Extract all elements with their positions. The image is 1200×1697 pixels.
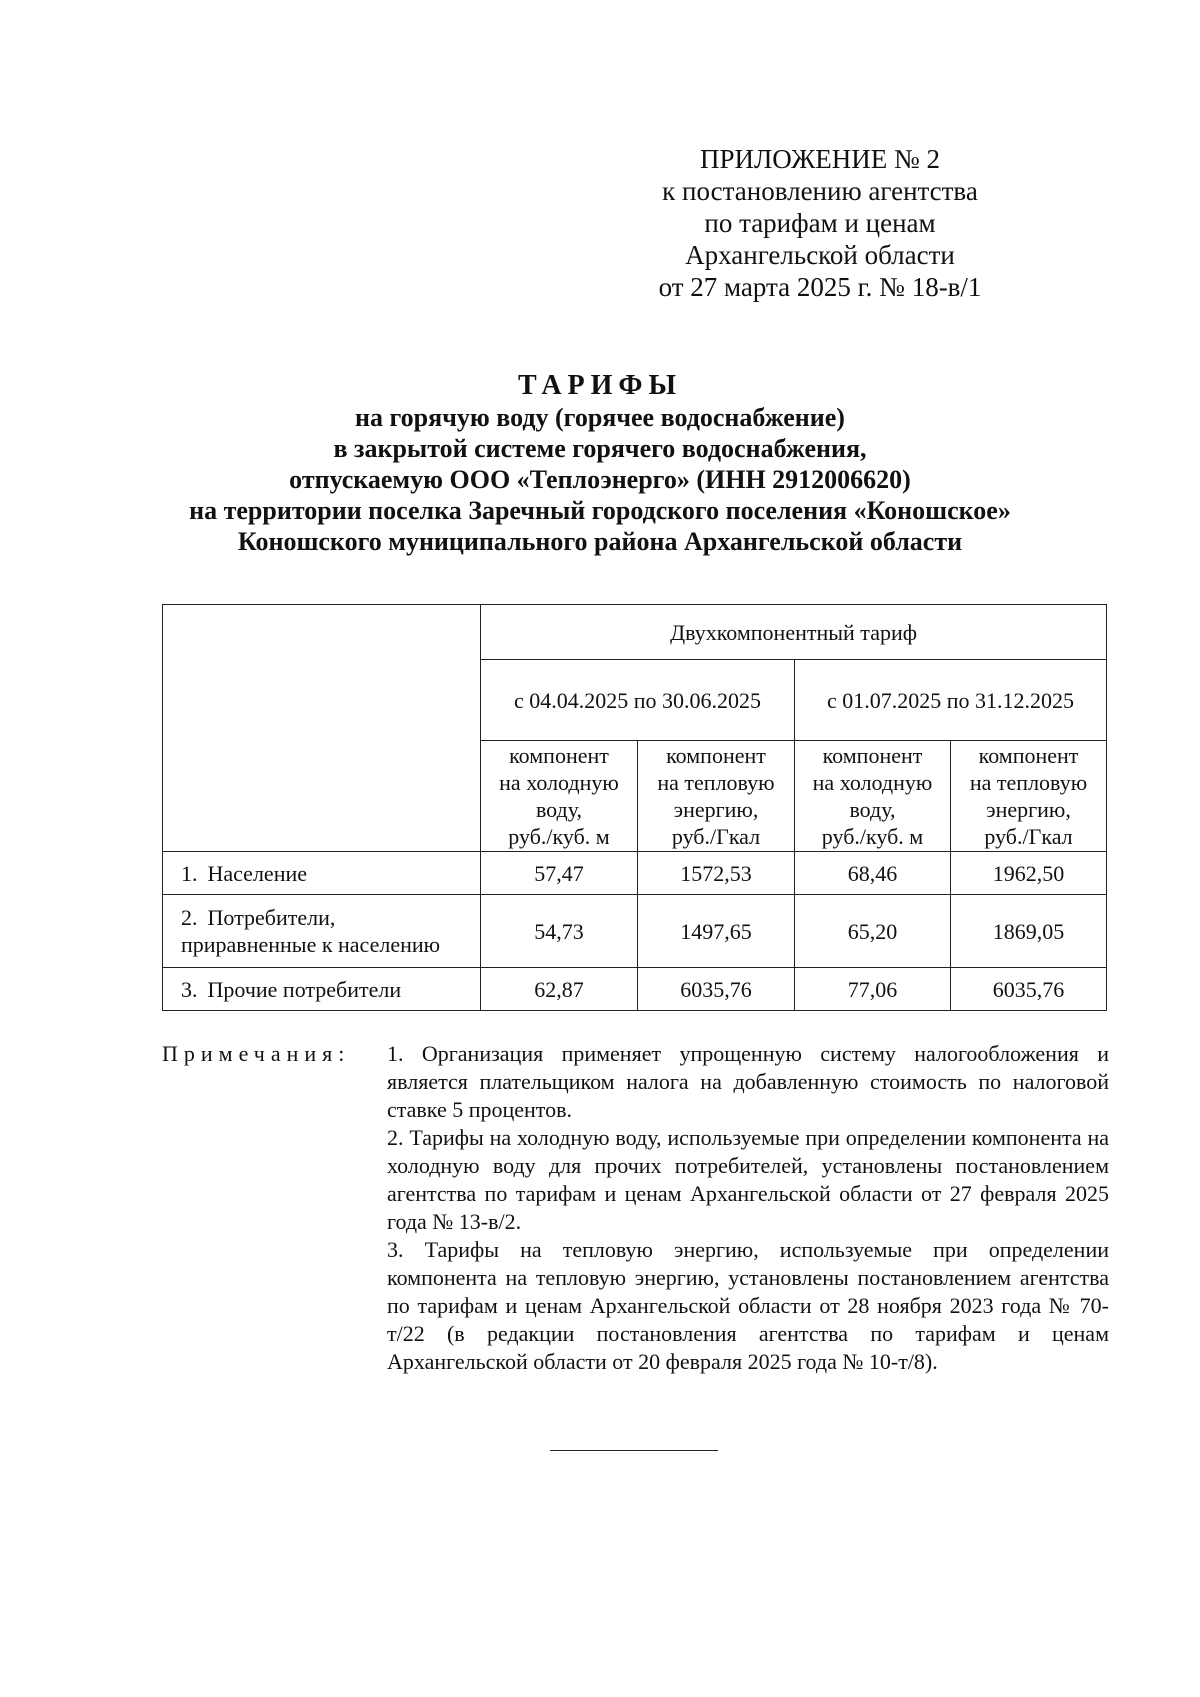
table-cell: 1962,50 bbox=[951, 852, 1107, 895]
table-row bbox=[163, 968, 1107, 1011]
row-category bbox=[163, 968, 481, 1011]
note-item: 3. Тарифы на тепловую энергию, используемые при определении компонента на тепловую энергию, установлены постановлением агентства по тарифам и ценам Архангельской области от 28 ноября 2023 года № 70-т/22 (в редакции постановления агентства по тарифам и ценам Архангельской области от 20 февраля 2025 года № 10-т/8). bbox=[387, 1237, 1109, 1374]
component-header-line: компонент bbox=[978, 743, 1079, 768]
appendix-line: по тарифам и ценам bbox=[704, 208, 936, 238]
row-number: 2. bbox=[181, 905, 198, 930]
table-row bbox=[163, 852, 1107, 895]
appendix-header bbox=[650, 143, 990, 303]
row-label: Прочие потребители bbox=[207, 976, 402, 1002]
table-header-row bbox=[163, 605, 1107, 660]
document-title bbox=[100, 370, 1100, 557]
component-header-line: на холодную bbox=[812, 770, 933, 795]
title-line: в закрытой системе горячего водоснабжения, bbox=[333, 434, 867, 463]
tariff-type-header: Двухкомпонентный тариф bbox=[481, 605, 1107, 660]
component-header bbox=[481, 741, 638, 852]
title-line: отпускаемую ООО «Теплоэнерго» (ИНН 2912006620) bbox=[289, 465, 911, 494]
table-cell: 65,20 bbox=[795, 895, 951, 968]
note-item: 1. Организация применяет упрощенную систему налогообложения и является плательщиком налога на добавленную стоимость по налоговой ставке 5 процентов. bbox=[387, 1041, 1109, 1122]
title-line: Коношского муниципального района Архангельской области bbox=[237, 527, 963, 556]
appendix-number: ПРИЛОЖЕНИЕ № 2 bbox=[699, 144, 941, 174]
table-cell: 6035,76 bbox=[951, 968, 1107, 1011]
title-line: на горячую воду (горячее водоснабжение) bbox=[355, 403, 845, 432]
component-header-line: воду, bbox=[535, 797, 583, 822]
component-header bbox=[638, 741, 795, 852]
table-cell: 54,73 bbox=[481, 895, 638, 968]
component-header-line: на холодную bbox=[499, 770, 619, 795]
notes-list bbox=[387, 1040, 1109, 1376]
component-header-line: энергию, bbox=[986, 797, 1071, 822]
table-cell: 1572,53 bbox=[638, 852, 795, 895]
row-number: 1. bbox=[181, 860, 198, 886]
row-label: Население bbox=[207, 860, 308, 886]
title-line: на территории поселка Заречный городского поселения «Коношское» bbox=[189, 496, 1011, 525]
row-label: Потребители, bbox=[207, 905, 336, 930]
table-cell: 1497,65 bbox=[638, 895, 795, 968]
row-category bbox=[163, 852, 481, 895]
table-corner-cell bbox=[163, 605, 481, 852]
appendix-line: к постановлению агентства bbox=[662, 176, 978, 206]
table-cell: 57,47 bbox=[481, 852, 638, 895]
component-header bbox=[951, 741, 1107, 852]
table-cell: 68,46 bbox=[795, 852, 951, 895]
appendix-date: от 27 марта 2025 г. № 18-в/1 bbox=[658, 272, 982, 302]
row-label: приравненные к населению bbox=[181, 932, 441, 957]
component-header-line: руб./Гкал bbox=[671, 824, 761, 849]
component-header-line: компонент bbox=[666, 743, 766, 768]
component-header-line: на тепловую bbox=[657, 770, 775, 795]
table-cell: 77,06 bbox=[795, 968, 951, 1011]
component-header-line: руб./куб. м bbox=[508, 824, 610, 849]
component-header-line: компонент bbox=[509, 743, 609, 768]
component-header bbox=[795, 741, 951, 852]
component-header-line: руб./куб. м bbox=[821, 824, 924, 849]
period-header: с 04.04.2025 по 30.06.2025 bbox=[481, 660, 795, 741]
period-header: с 01.07.2025 по 31.12.2025 bbox=[795, 660, 1107, 741]
table-cell: 6035,76 bbox=[638, 968, 795, 1011]
table-cell: 1869,05 bbox=[951, 895, 1107, 968]
tariff-table bbox=[162, 604, 1107, 1011]
title-main: ТАРИФЫ bbox=[518, 370, 682, 401]
note-item: 2. Тарифы на холодную воду, используемые при определении компонента на холодную воду для прочих потребителей, установлены постановлением агентства по тарифам и ценам Архангельской области от 27 февраля 2025 года № 13-в/2. bbox=[387, 1125, 1109, 1234]
table-row bbox=[163, 895, 1107, 968]
notes-label: Примечания: bbox=[162, 1041, 351, 1066]
component-header-line: энергию, bbox=[673, 797, 759, 822]
end-divider bbox=[550, 1450, 718, 1451]
table-cell: 62,87 bbox=[481, 968, 638, 1011]
component-header-line: руб./Гкал bbox=[984, 824, 1073, 849]
component-header-line: компонент bbox=[822, 743, 923, 768]
component-header-line: воду, bbox=[849, 797, 896, 822]
row-category bbox=[163, 895, 481, 968]
row-number: 3. bbox=[181, 976, 198, 1002]
component-header-line: на тепловую bbox=[969, 770, 1088, 795]
appendix-line: Архангельской области bbox=[685, 240, 955, 270]
